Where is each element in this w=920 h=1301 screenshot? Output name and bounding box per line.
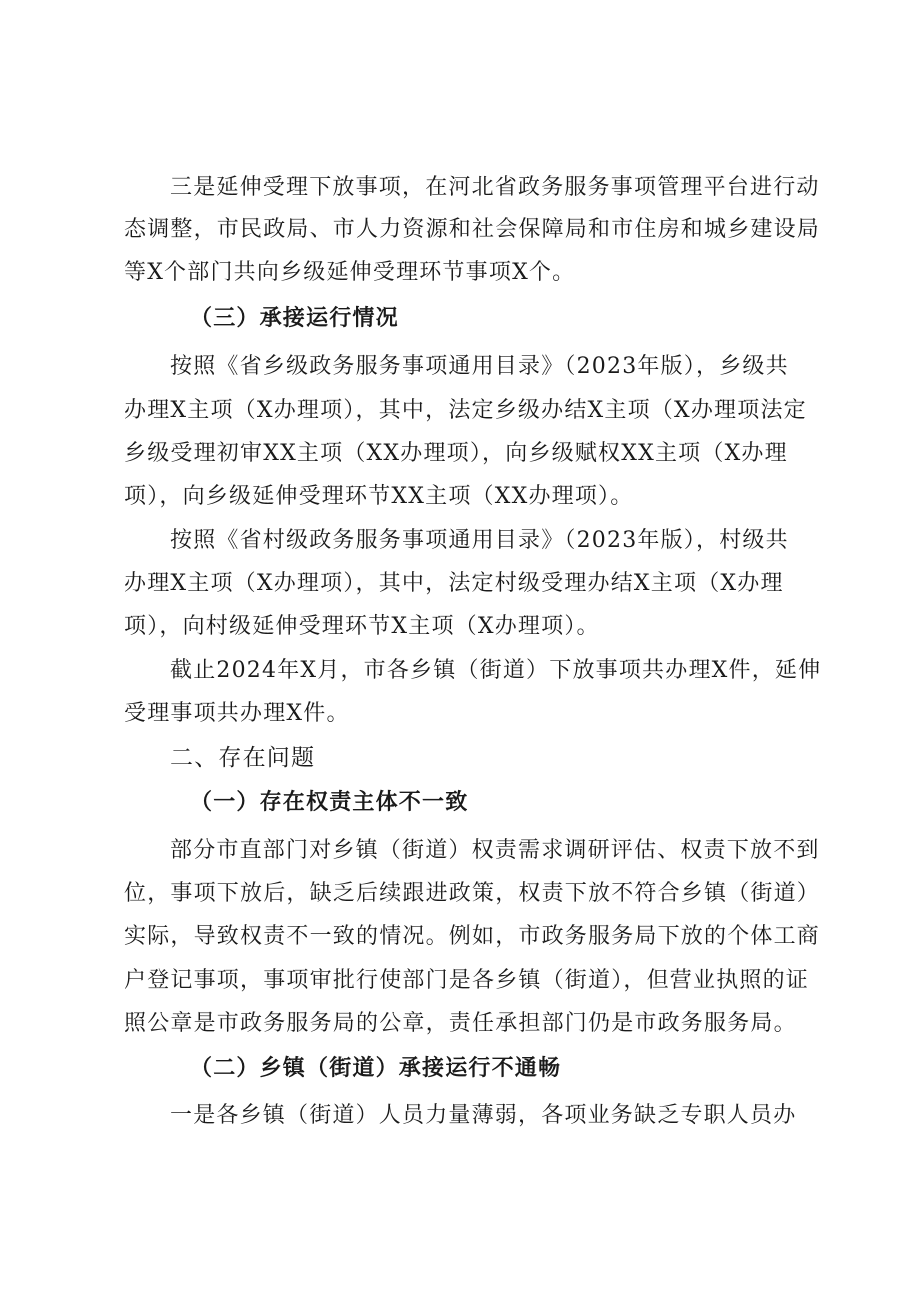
paragraph-line: 截止2024年X月，市各乡镇（街道）下放事项共办理X件，延伸 — [170, 658, 822, 683]
subsection-heading-2: （二）乡镇（街道）承接运行不通畅 — [190, 1055, 562, 1081]
paragraph-line: 受理事项共办理X件。 — [124, 701, 350, 726]
subsection-heading-1: （一）存在权责主体不一致 — [190, 789, 469, 815]
paragraph-line: 项），向村级延伸受理环节X主项（X办理项）。 — [124, 614, 600, 639]
paragraph-line: 按照《省村级政务服务事项通用目录》（2023年版），村级共 — [170, 528, 789, 553]
paragraph-line: 照公章是市政务服务局的公章，责任承担部门仍是市政务服务局。 — [124, 1011, 797, 1036]
paragraph-line: 实际，导致权责不一致的情况。例如，市政务服务局下放的个体工商 — [124, 924, 821, 949]
paragraph-line: 一是各乡镇（街道）人员力量薄弱，各项业务缺乏专职人员办 — [170, 1103, 797, 1128]
paragraph-line: 项），向乡级延伸受理环节XX主项（XX办理项）。 — [124, 484, 634, 509]
paragraph-line: 等X个部门共向乡级延伸受理环节事项X个。 — [124, 260, 576, 285]
paragraph-line: 办理X主项（X办理项），其中，法定村级受理办结X主项（X办理 — [124, 571, 784, 596]
paragraph-line: 部分市直部门对乡镇（街道）权责需求调研评估、权责下放不到 — [170, 838, 820, 863]
paragraph-line: 态调整，市民政局、市人力资源和社会保障局和市住房和城乡建设局 — [124, 217, 821, 242]
paragraph-line: 按照《省乡级政务服务事项通用目录》（2023年版），乡级共 — [170, 354, 789, 379]
paragraph-line: 户登记事项，事项审批行使部门是各乡镇（街道），但营业执照的证 — [124, 968, 810, 993]
paragraph-line: 三是延伸受理下放事项，在河北省政务服务事项管理平台进行动 — [170, 175, 820, 200]
section-heading-3: （三）承接运行情况 — [190, 305, 399, 331]
paragraph-line: 位，事项下放后，缺乏后续跟进政策，权责下放不符合乡镇（街道） — [124, 881, 821, 906]
paragraph-line: 乡级受理初审XX主项（XX办理项），向乡级赋权XX主项（X办理 — [124, 441, 788, 466]
section-heading-2: 二、存在问题 — [170, 745, 316, 771]
paragraph-line: 办理X主项（X办理项），其中，法定乡级办结X主项（X办理项法定 — [124, 398, 807, 423]
